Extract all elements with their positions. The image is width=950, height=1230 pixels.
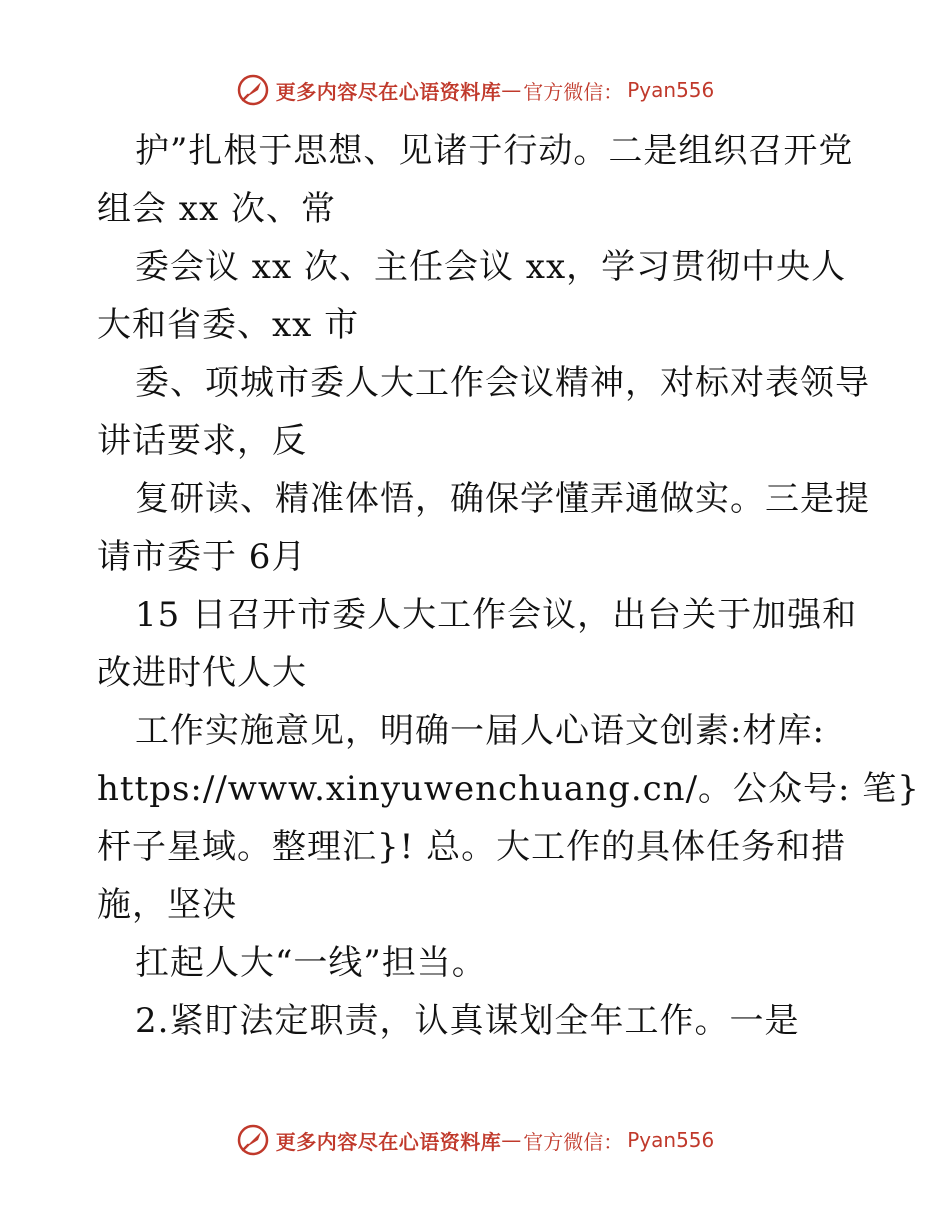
body-line: 讲话要求，反 (97, 421, 307, 461)
body-line: 委、项城市委人大工作会议精神，对标对表领导 (135, 363, 870, 403)
body-line: 委会议 xx 次、主任会议 xx，学习贯彻中央人 (135, 247, 847, 287)
body-line: 工作实施意见，明确一届人心语文创素:材库: (135, 711, 825, 751)
body-line: 扛起人大“一线”担当。 (135, 943, 487, 983)
body-line: 护”扎根于思想、见诸于行动。二是组织召开党 (135, 131, 854, 171)
feather-pen-logo-icon (236, 73, 270, 107)
footer-wechat-handle: Pyan556 (627, 1128, 715, 1152)
body-line: 15 日召开市委人大工作会议，出台关于加强和 (135, 595, 858, 635)
body-line: https://www.xinyuwenchuang.cn/。公众号: 笔} (97, 769, 920, 809)
body-line: 复研读、精准体悟，确保学懂弄通做实。三是提 (135, 479, 870, 519)
body-line: 请市委于 6月 (97, 537, 307, 577)
footer-slogan: 更多内容尽在心语资料库 (275, 1129, 502, 1154)
body-line: 组会 xx 次、常 (97, 189, 336, 229)
body-line: 杆子星域。整理汇}! 总。大工作的具体任务和措 (97, 827, 847, 867)
body-line: 2.紧盯法定职责，认真谋划全年工作。一是 (135, 1001, 800, 1041)
body-line: 施，坚决 (97, 885, 237, 925)
header-slogan: 更多内容尽在心语资料库 (275, 79, 502, 104)
footer-wechat-label: 官方微信： (523, 1129, 624, 1154)
header-separator: — (501, 78, 522, 102)
footer-banner (0, 1120, 950, 1160)
header-wechat-handle: Pyan556 (627, 78, 715, 102)
body-line: 改进时代人大 (97, 653, 307, 693)
document-body (97, 122, 920, 1050)
feather-pen-logo-icon (236, 1123, 270, 1157)
footer-separator: — (501, 1128, 522, 1152)
header-banner (0, 70, 950, 110)
header-wechat-label: 官方微信： (523, 79, 624, 104)
body-line: 大和省委、xx 市 (97, 305, 360, 345)
